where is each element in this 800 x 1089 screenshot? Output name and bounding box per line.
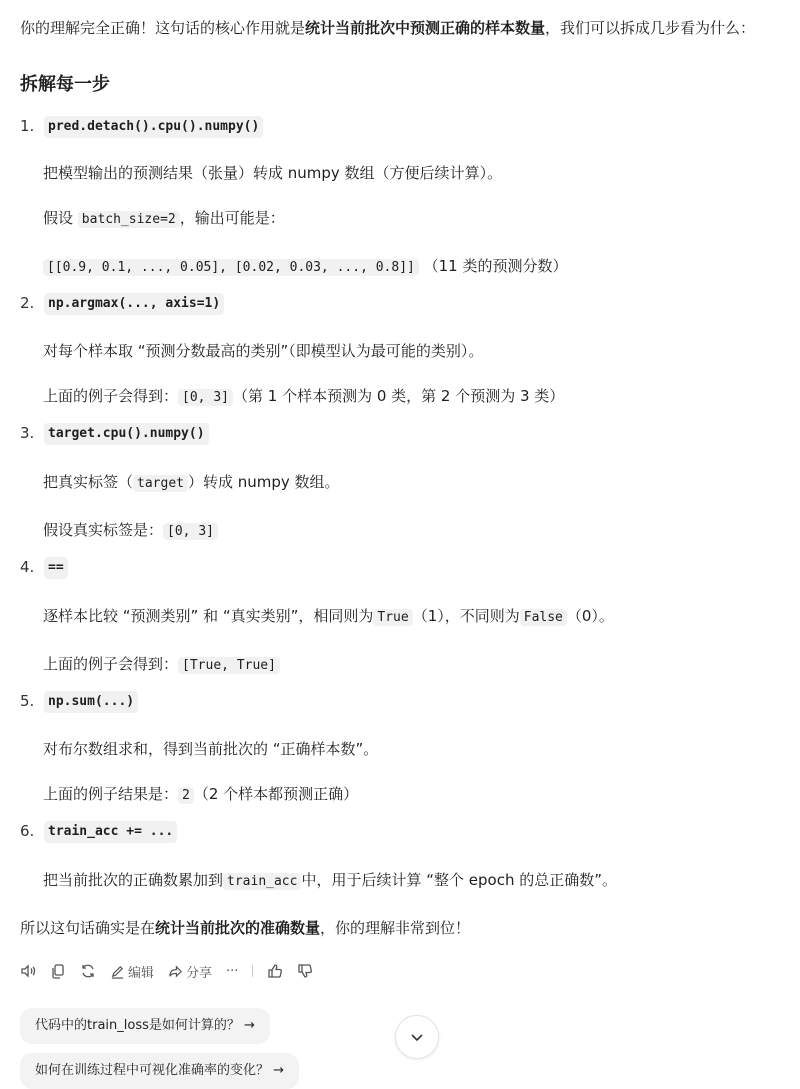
- step-example: [43, 519, 218, 543]
- intro-text-end: ，我们可以拆成几步看为什么：: [545, 19, 756, 37]
- section-heading: 拆解每一步: [20, 74, 110, 95]
- step-example: [43, 783, 358, 807]
- copy-button[interactable]: [50, 963, 66, 979]
- step-example: [43, 653, 280, 677]
- inline-code: [True, True]: [178, 657, 280, 674]
- share-icon: [168, 964, 183, 979]
- desc-prefix: 把当前批次的正确数累加到: [43, 871, 224, 889]
- more-button[interactable]: ···: [226, 963, 239, 979]
- inline-code: True: [373, 609, 412, 626]
- read-aloud-button[interactable]: [20, 963, 36, 979]
- inline-code: [0, 3]: [178, 389, 233, 406]
- refresh-icon: [80, 963, 96, 979]
- inline-code: False: [520, 609, 567, 626]
- inline-code: target: [133, 475, 188, 492]
- example-prefix: 假设: [43, 209, 74, 227]
- example-prefix: 上面的例子结果是：: [43, 785, 179, 803]
- step-code: target.cpu().numpy(): [44, 423, 209, 445]
- example-suffix: （11 类的预测分数）: [423, 257, 568, 275]
- inline-code: [[0.9, 0.1, ..., 0.05], [0.02, 0.03, ..., 0.8]]: [43, 259, 419, 276]
- inline-code: batch_size=2: [78, 211, 180, 228]
- intro-bold-text: 统计当前批次中预测正确的样本数量: [305, 19, 546, 37]
- step-number: 3.: [20, 424, 35, 442]
- step-number: 4.: [20, 558, 35, 576]
- step-output: [43, 255, 568, 279]
- thumbs-down-icon: [297, 963, 313, 979]
- thumbs-up-icon: [267, 963, 283, 979]
- inline-code: [0, 3]: [163, 523, 218, 540]
- step-example: [43, 207, 285, 231]
- edit-button[interactable]: [110, 962, 154, 981]
- example-suffix: ，输出可能是：: [179, 209, 285, 227]
- copy-icon: [50, 963, 66, 979]
- step-description: 对布尔数组求和，得到当前批次的 “正确样本数”。: [43, 740, 379, 758]
- step-number: 5.: [20, 692, 35, 710]
- inline-code: 2: [178, 787, 194, 804]
- message-action-bar: [20, 960, 313, 982]
- step-code: np.sum(...): [44, 691, 138, 713]
- step-number: 1.: [20, 117, 35, 135]
- desc-prefix: 把真实标签（: [43, 473, 134, 491]
- example-prefix: 假设真实标签是：: [43, 521, 164, 539]
- edit-label: 编辑: [128, 965, 155, 981]
- like-button[interactable]: [267, 963, 283, 979]
- conclusion-text: 所以这句话确实是在: [20, 919, 156, 937]
- step-description: [43, 869, 617, 893]
- chevron-down-icon: [409, 1029, 425, 1045]
- intro-paragraph: [20, 17, 755, 39]
- step-description: 对每个样本取 “预测分数最高的类别”（即模型认为最可能的类别）。: [43, 342, 484, 360]
- example-suffix: （2 个样本都预测正确）: [193, 785, 359, 803]
- desc-suffix: ）转成 numpy 数组。: [187, 473, 340, 491]
- regenerate-button[interactable]: [80, 963, 96, 979]
- example-prefix: 上面的例子会得到：: [43, 387, 179, 405]
- step-code: train_acc += ...: [44, 821, 177, 843]
- example-prefix: 上面的例子会得到：: [43, 655, 179, 673]
- step-example: [43, 385, 564, 409]
- divider: [252, 965, 253, 977]
- step-code: ==: [44, 557, 68, 579]
- speaker-icon: [20, 963, 36, 979]
- example-suffix: （第 1 个样本预测为 0 类，第 2 个预测为 3 类）: [232, 387, 565, 405]
- share-button[interactable]: [168, 962, 212, 981]
- desc-middle: （1），不同则为: [412, 607, 520, 625]
- step-description: 把模型输出的预测结果（张量）转成 numpy 数组（方便后续计算）。: [43, 164, 503, 182]
- share-label: 分享: [186, 965, 213, 981]
- step-description: [43, 471, 340, 495]
- step-description: [43, 605, 614, 629]
- suggestion-chip[interactable]: 如何在训练过程中可视化准确率的变化？ →: [20, 1053, 299, 1089]
- step-code: pred.detach().cpu().numpy(): [44, 116, 263, 138]
- conclusion-text-end: ，你的理解非常到位！: [320, 919, 471, 937]
- step-number: 2.: [20, 294, 35, 312]
- conclusion-bold-text: 统计当前批次的准确数量: [155, 919, 321, 937]
- step-number: 6.: [20, 822, 35, 840]
- scroll-to-bottom-button[interactable]: [395, 1015, 439, 1059]
- suggestion-chip[interactable]: 代码中的train_loss是如何计算的？ →: [20, 1008, 270, 1044]
- intro-text: 你的理解完全正确！这句话的核心作用就是: [20, 19, 306, 37]
- inline-code: train_acc: [223, 873, 301, 890]
- desc-suffix: （0）。: [566, 607, 614, 625]
- conclusion-paragraph: [20, 917, 470, 939]
- step-code: np.argmax(..., axis=1): [44, 293, 224, 315]
- dislike-button[interactable]: [297, 963, 313, 979]
- edit-icon: [110, 964, 125, 979]
- desc-prefix: 逐样本比较 “预测类别” 和 “真实类别”，相同则为: [43, 607, 374, 625]
- desc-suffix: 中，用于后续计算 “整个 epoch 的总正确数”。: [301, 871, 617, 889]
